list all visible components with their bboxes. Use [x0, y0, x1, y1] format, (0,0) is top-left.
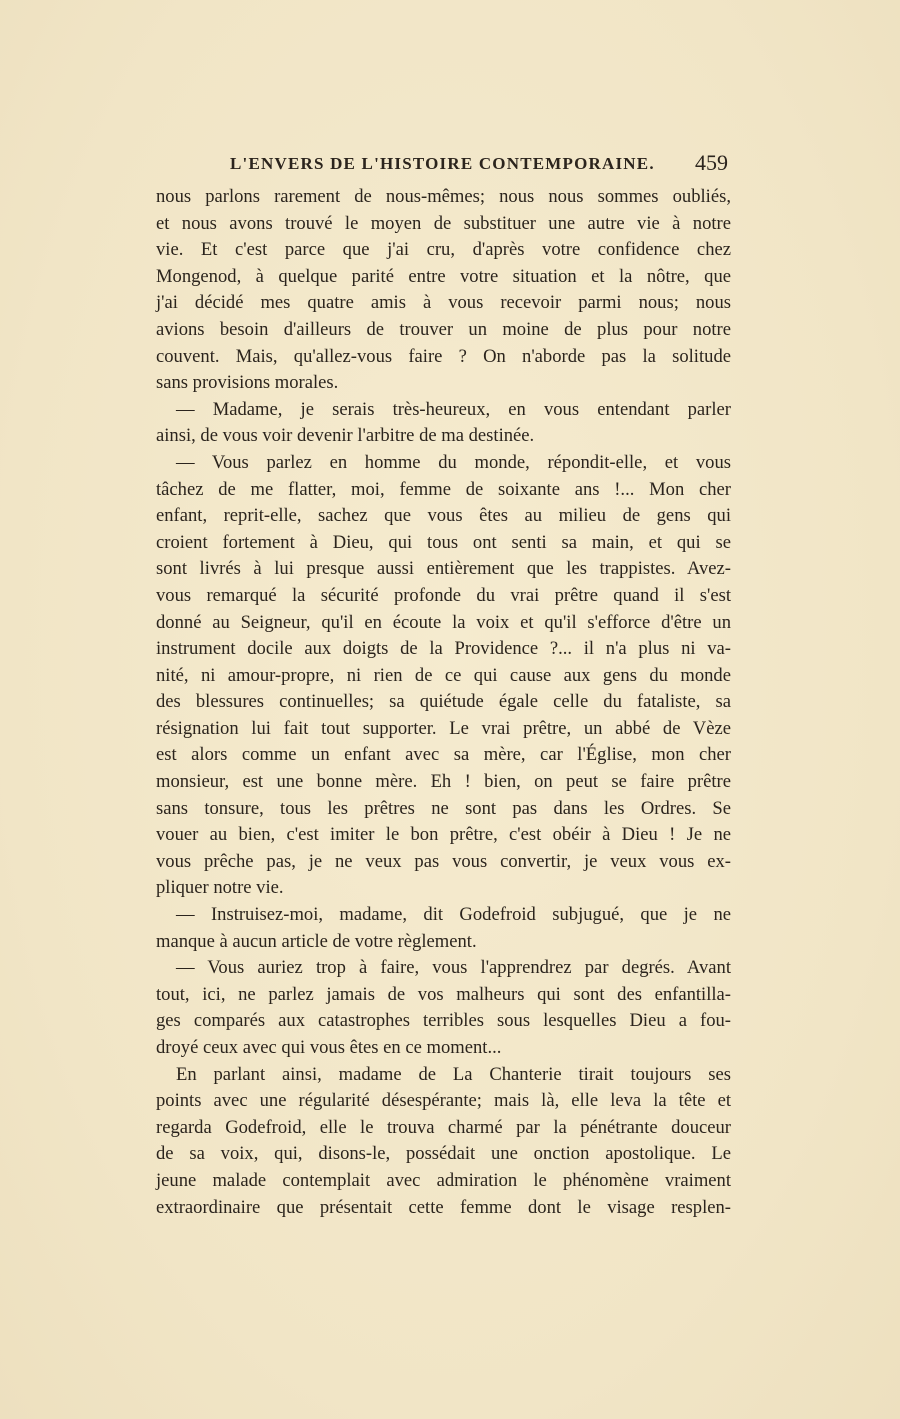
text-line: tout, ici, ne parlez jamais de vos malheurs qui sont des enfantilla- [156, 983, 731, 1005]
text-line: En parlant ainsi, madame de La Chanterie tirait toujours ses [176, 1063, 731, 1085]
text-line: pliquer notre vie. [156, 877, 284, 899]
text-line: de sa voix, qui, disons-le, possédait une onction apostolique. Le [156, 1143, 731, 1165]
text-line: vous prêche pas, je ne veux pas vous convertir, je veux vous ex- [156, 850, 731, 872]
text-line: ainsi, de vous voir devenir l'arbitre de ma destinée. [156, 425, 535, 447]
text-line: enfant, reprit-elle, sachez que vous êtes au milieu de gens qui [156, 505, 731, 527]
text-line: vous remarqué la sécurité profonde du vrai prêtre quand il s'est [156, 584, 731, 606]
text-line: tâchez de me flatter, moi, femme de soixante ans !... Mon cher [156, 478, 731, 500]
text-line: sans tonsure, tous les prêtres ne sont pas dans les Ordres. Se [156, 797, 731, 819]
text-line: — Vous auriez trop à faire, vous l'apprendrez par degrés. Avant [176, 957, 731, 979]
text-line: résignation lui fait tout supporter. Le vrai prêtre, un abbé de Vèze [156, 717, 731, 739]
text-line: ges comparés aux catastrophes terribles sous lesquelles Dieu a fou- [156, 1010, 731, 1032]
text-line: — Instruisez-moi, madame, dit Godefroid subjugué, que je ne [176, 904, 731, 926]
text-line: Mongenod, à quelque parité entre votre situation et la nôtre, que [156, 265, 731, 287]
text-line: donné au Seigneur, qu'il en écoute la voix et qu'il s'efforce d'être un [156, 611, 731, 633]
text-line: points avec une régularité désespérante; mais là, elle leva la tête et [156, 1090, 731, 1112]
text-line: est alors comme un enfant avec sa mère, car l'Église, mon cher [156, 744, 731, 766]
text-line: — Vous parlez en homme du monde, répondit-elle, et vous [176, 451, 731, 473]
text-line: et nous avons trouvé le moyen de substituer une autre vie à notre [156, 212, 731, 234]
text-line: sans provisions morales. [156, 372, 339, 394]
text-line: manque à aucun article de votre règlement. [156, 930, 477, 952]
text-line: droyé ceux avec qui vous êtes en ce moment... [156, 1037, 502, 1058]
text-line: regarda Godefroid, elle le trouva charmé par la pénétrante douceur [156, 1116, 731, 1138]
text-line: vie. Et c'est parce que j'ai cru, d'après votre confidence chez [156, 239, 731, 261]
text-line: nous parlons rarement de nous-mêmes; nous nous sommes oubliés, [156, 186, 731, 207]
text-line: croient fortement à Dieu, qui tous ont senti sa main, et qui se [156, 531, 731, 553]
text-line: extraordinaire que présentait cette femme dont le visage resplen- [156, 1196, 731, 1218]
text-line: monsieur, est une bonne mère. Eh ! bien, on peut se faire prêtre [156, 771, 731, 793]
text-line: couvent. Mais, qu'allez-vous faire ? On n'aborde pas la solitude [156, 345, 731, 367]
text-line: jeune malade contemplait avec admiration le phénomène vraiment [156, 1169, 731, 1191]
text-line: sont livrés à lui presque aussi entièrement que les trappistes. Avez- [156, 558, 731, 580]
text-line: — Madame, je serais très-heureux, en vous entendant parler [176, 398, 731, 420]
text-line: instrument docile aux doigts de la Providence ?... il n'a plus ni va- [156, 638, 731, 660]
text-line: j'ai décidé mes quatre amis à vous recevoir parmi nous; nous [156, 292, 731, 314]
text-line: vouer au bien, c'est imiter le bon prêtre, c'est obéir à Dieu ! Je ne [156, 824, 731, 846]
text-line: avions besoin d'ailleurs de trouver un moine de plus pour notre [156, 318, 731, 340]
running-title: L'ENVERS DE L'HISTOIRE CONTEMPORAINE. [230, 154, 655, 173]
text-line: des blessures continuelles; sa quiétude égale celle du fataliste, sa [156, 691, 731, 713]
body-text [156, 184, 731, 1221]
text-line: nité, ni amour-propre, ni rien de ce qui cause aux gens du monde [156, 664, 731, 686]
page-number: 459 [695, 150, 728, 175]
page-header [155, 150, 730, 180]
